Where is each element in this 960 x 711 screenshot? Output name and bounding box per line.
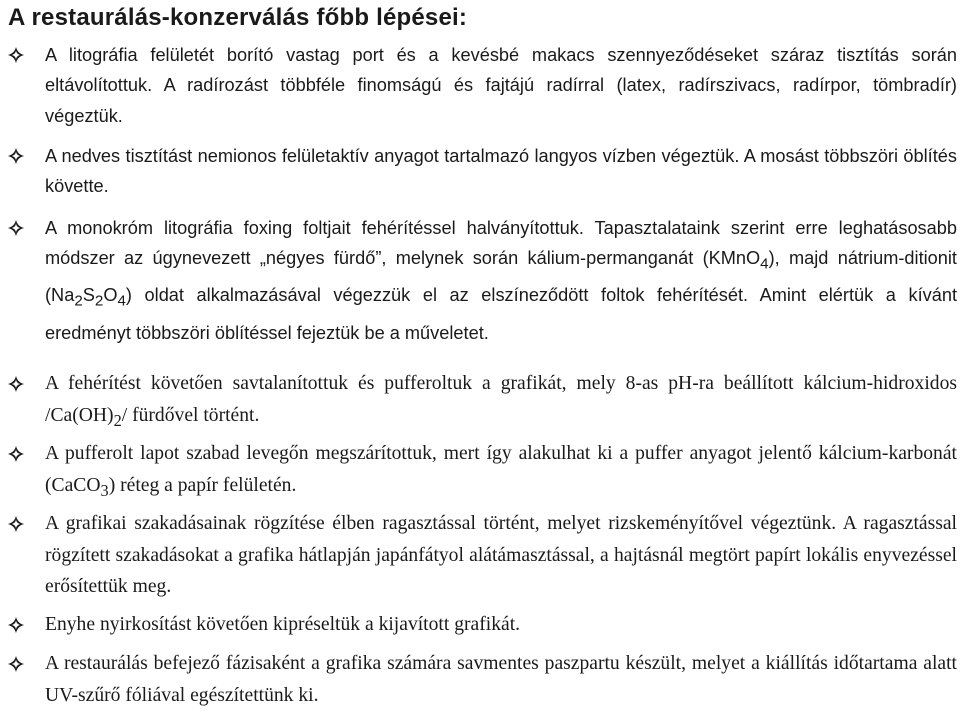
list-item: [45, 609, 957, 641]
diamond-bullet-icon: [7, 515, 25, 533]
list-item: [45, 368, 957, 436]
list-item-text: A monokróm litográfia foxing foltjait fehérítéssel halványítottuk. Tapasztalataink szerint erre leghatásosabb módszer az úgynevezett „négyes fürdő”, melynek során kálium-permanganát (KMnO$_4$), majd nátrium-ditionit $(Na_2S_2O_4)$ oldat alkalmazásával végezzük el az elszíneződött foltok fehérítését. Amint elértük a kívánt eredményt többszöri öblítéssel fejeztük be a műveletet.: [45, 218, 957, 343]
list-item: [45, 438, 957, 506]
list-item: [45, 648, 957, 711]
list-item-text: A nedves tisztítást nemionos felületaktív anyagot tartalmazó langyos vízben végeztük. A mosást többszöri öblítés követte.: [45, 146, 957, 197]
page-title: A restaurálás-konzerválás főbb lépései:: [8, 4, 468, 31]
diamond-bullet-icon: [7, 375, 25, 393]
diamond-bullet-icon: [7, 147, 25, 165]
list-item-text: A grafikai szakadásainak rögzítése élben ragasztással történt, melyet rizskeményítővel végeztünk. A ragasztással rögzített szakadásokat a grafika hátlapján japánfátyol alátámasztással, a hajtásnál megtört papírt lokális enyvezéssel erősítettük meg.: [45, 513, 957, 597]
list-item: [45, 508, 957, 603]
diamond-bullet-icon: [7, 616, 25, 634]
list-item-text: A restaurálás befejező fázisaként a grafika számára savmentes paszpartu készült, melyet a kiállítás időtartama alatt UV-szűrő fóliával egészítettünk ki.: [45, 653, 957, 706]
diamond-bullet-icon: [7, 655, 25, 673]
list-item: [45, 213, 957, 348]
list-item-text: Enyhe nyirkosítást követően kipréseltük a kijavított grafikát.: [45, 614, 521, 635]
list-item-text: A litográfia felületét borító vastag port és a kevésbé makacs szennyeződéseket száraz tisztítás során eltávolítottuk. A radírozást többféle finomságú és fajtájú radírral (latex, radírszivacs, radírpor, tömbradír) végeztük.: [45, 45, 957, 126]
list-item-text: A fehérítést követően savtalanítottuk és pufferoltuk a grafikát, mely 8-as pH-ra beállított kálcium-hidroxidos $/Ca(OH)_2/$ fürdővel történt.: [45, 373, 957, 430]
list-item-text: A pufferolt lapot szabad levegőn megszárítottuk, mert így alakulhat ki a puffer anyagot jelentő kálcium-karbonát (CaCO$_3$) réteg a papír felületén.: [45, 443, 957, 500]
list-item: [45, 141, 957, 202]
diamond-bullet-icon: [7, 445, 25, 463]
diamond-bullet-icon: [7, 219, 25, 237]
diamond-bullet-icon: [7, 46, 25, 64]
list-item: [45, 40, 957, 131]
